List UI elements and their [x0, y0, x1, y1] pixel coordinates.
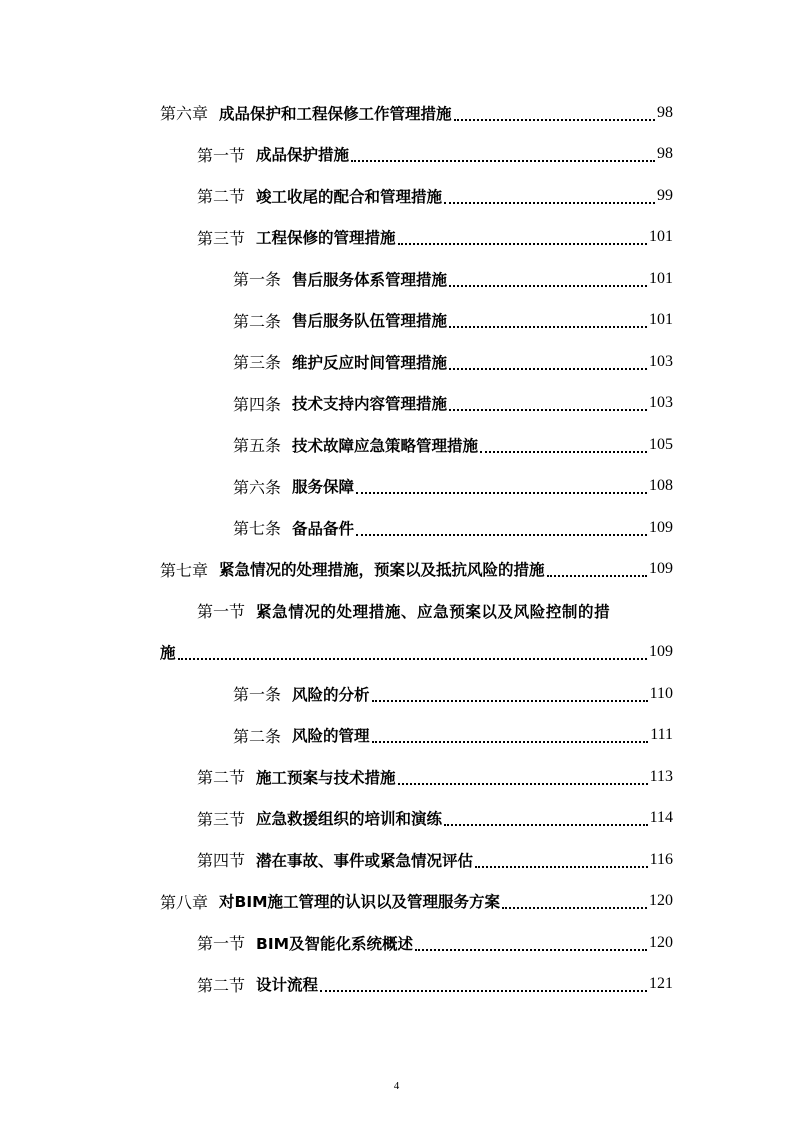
toc-entry-page: 109 [649, 560, 673, 578]
toc-dot-leader [356, 492, 647, 494]
toc-dot-leader [398, 243, 647, 245]
toc-entry-title: 服务保障 [292, 478, 355, 497]
toc-entry-article[interactable] [160, 715, 673, 757]
toc-dot-leader [449, 409, 647, 411]
toc-entry-page: 109 [649, 643, 673, 661]
toc-entry-article[interactable] [160, 383, 673, 425]
toc-entry-title-continuation: 施 [160, 644, 176, 663]
toc-entry-title: 风险的管理 [292, 727, 370, 746]
toc-entry-title: 竣工收尾的配合和管理措施 [256, 187, 443, 206]
toc-entry-number: 第一节 [197, 602, 246, 622]
toc-entry-title: 施工预案与技术措施 [256, 768, 396, 787]
toc-entry-section[interactable] [160, 839, 673, 881]
toc-entry-title: 售后服务体系管理措施 [292, 270, 448, 289]
toc-dot-leader [449, 326, 647, 328]
toc-entry-title: 备品备件 [292, 519, 355, 538]
toc-entry-section[interactable] [160, 175, 673, 217]
toc-entry-number: 第二节 [197, 975, 246, 995]
toc-entry-number: 第二节 [197, 768, 246, 788]
toc-entry-section-wrapped[interactable] [160, 590, 673, 632]
toc-dot-leader [178, 658, 647, 660]
toc-dot-leader [444, 824, 648, 826]
toc-entry-title: 工程保修的管理措施 [256, 229, 396, 248]
toc-entry-article[interactable] [160, 466, 673, 508]
toc-entry-page: 114 [649, 809, 673, 827]
toc-entry-page: 121 [649, 975, 673, 993]
toc-entry-number: 第六章 [160, 104, 209, 124]
toc-entry-page: 101 [649, 269, 673, 287]
toc-entry-page: 99 [657, 186, 673, 204]
toc-dot-leader [480, 451, 647, 453]
toc-entry-number: 第四节 [197, 851, 246, 871]
toc-entry-number: 第二条 [233, 311, 282, 331]
toc-entry-number: 第一条 [233, 685, 282, 705]
toc-entry-page: 111 [650, 726, 673, 744]
toc-entry-page: 101 [649, 311, 673, 329]
toc-entry-page: 105 [649, 435, 673, 453]
toc-dot-leader [372, 700, 648, 702]
toc-entry-section-wrapped-continuation[interactable] [160, 632, 673, 674]
toc-entry-number: 第一节 [197, 934, 246, 954]
toc-entry-page: 109 [649, 518, 673, 536]
toc-entry-number: 第七章 [160, 560, 209, 580]
toc-entry-number: 第一条 [233, 270, 282, 290]
toc-entry-title: 设计流程 [256, 976, 319, 995]
toc-entry-title: 成品保护措施 [256, 146, 350, 165]
toc-entry-title: 技术故障应急策略管理措施 [292, 436, 479, 455]
toc-entry-number: 第二条 [233, 726, 282, 746]
toc-dot-leader [502, 907, 647, 909]
toc-entry-title: BIM及智能化系统概述 [256, 934, 414, 953]
toc-entry-number: 第一节 [197, 145, 246, 165]
toc-entry-article[interactable] [160, 507, 673, 549]
toc-dot-leader [449, 368, 647, 370]
toc-dot-leader [475, 866, 648, 868]
toc-entry-article[interactable] [160, 673, 673, 715]
toc-entry-section[interactable] [160, 756, 673, 798]
page-number: 4 [393, 1080, 400, 1092]
toc-entry-number: 第四条 [233, 394, 282, 414]
toc-dot-leader [454, 119, 655, 121]
toc-entry-page: 113 [649, 767, 673, 785]
toc-entry-title: 技术支持内容管理措施 [292, 395, 448, 414]
toc-entry-section[interactable] [160, 217, 673, 259]
toc-entry-section[interactable] [160, 798, 673, 840]
toc-dot-leader [444, 202, 655, 204]
toc-entry-number: 第三节 [197, 228, 246, 248]
toc-entry-number: 第五条 [233, 436, 282, 456]
toc-dot-leader [398, 783, 648, 785]
toc-entry-number: 第三条 [233, 353, 282, 373]
toc-entry-title: 成品保护和工程保修工作管理措施 [219, 104, 452, 123]
toc-entry-section[interactable] [160, 922, 673, 964]
toc-entry-title: 维护反应时间管理措施 [292, 353, 448, 372]
toc-entry-chapter-8[interactable] [160, 881, 673, 923]
toc-entry-section[interactable] [160, 134, 673, 176]
toc-entry-number: 第三节 [197, 809, 246, 829]
table-of-contents [160, 92, 673, 1005]
toc-entry-number: 第六条 [233, 477, 282, 497]
toc-entry-title: 应急救援组织的培训和演练 [256, 810, 443, 829]
toc-entry-chapter-7[interactable] [160, 549, 673, 591]
toc-dot-leader [449, 285, 647, 287]
toc-dot-leader [356, 534, 647, 536]
toc-entry-title: 对BIM施工管理的认识以及管理服务方案 [219, 893, 501, 912]
toc-dot-leader [415, 949, 647, 951]
toc-entry-page: 110 [649, 684, 673, 702]
toc-entry-section[interactable] [160, 964, 673, 1006]
toc-entry-article[interactable] [160, 341, 673, 383]
toc-dot-leader [320, 990, 647, 992]
toc-entry-title: 潜在事故、事件或紧急情况评估 [256, 851, 474, 870]
toc-entry-article[interactable] [160, 258, 673, 300]
toc-entry-page: 120 [649, 892, 673, 910]
toc-entry-page: 98 [657, 103, 673, 121]
toc-entry-page: 120 [649, 933, 673, 951]
toc-entry-page: 108 [649, 477, 673, 495]
toc-dot-leader [351, 160, 655, 162]
toc-entry-title: 紧急情况的处理措施、应急预案以及风险控制的措 [256, 602, 611, 621]
toc-entry-article[interactable] [160, 300, 673, 342]
toc-entry-article[interactable] [160, 424, 673, 466]
toc-entry-page: 116 [649, 850, 673, 868]
toc-entry-page: 98 [657, 145, 673, 163]
toc-entry-title: 紧急情况的处理措施，预案以及抵抗风险的措施 [219, 561, 545, 580]
toc-entry-title: 风险的分析 [292, 685, 370, 704]
toc-entry-chapter-6[interactable] [160, 92, 673, 134]
toc-entry-number: 第八章 [160, 892, 209, 912]
toc-dot-leader [372, 741, 649, 743]
toc-entry-number: 第七条 [233, 519, 282, 539]
toc-entry-page: 101 [649, 228, 673, 246]
toc-entry-page: 103 [649, 352, 673, 370]
toc-entry-number: 第二节 [197, 187, 246, 207]
toc-entry-page: 103 [649, 394, 673, 412]
toc-dot-leader [547, 575, 647, 577]
toc-entry-title: 售后服务队伍管理措施 [292, 312, 448, 331]
